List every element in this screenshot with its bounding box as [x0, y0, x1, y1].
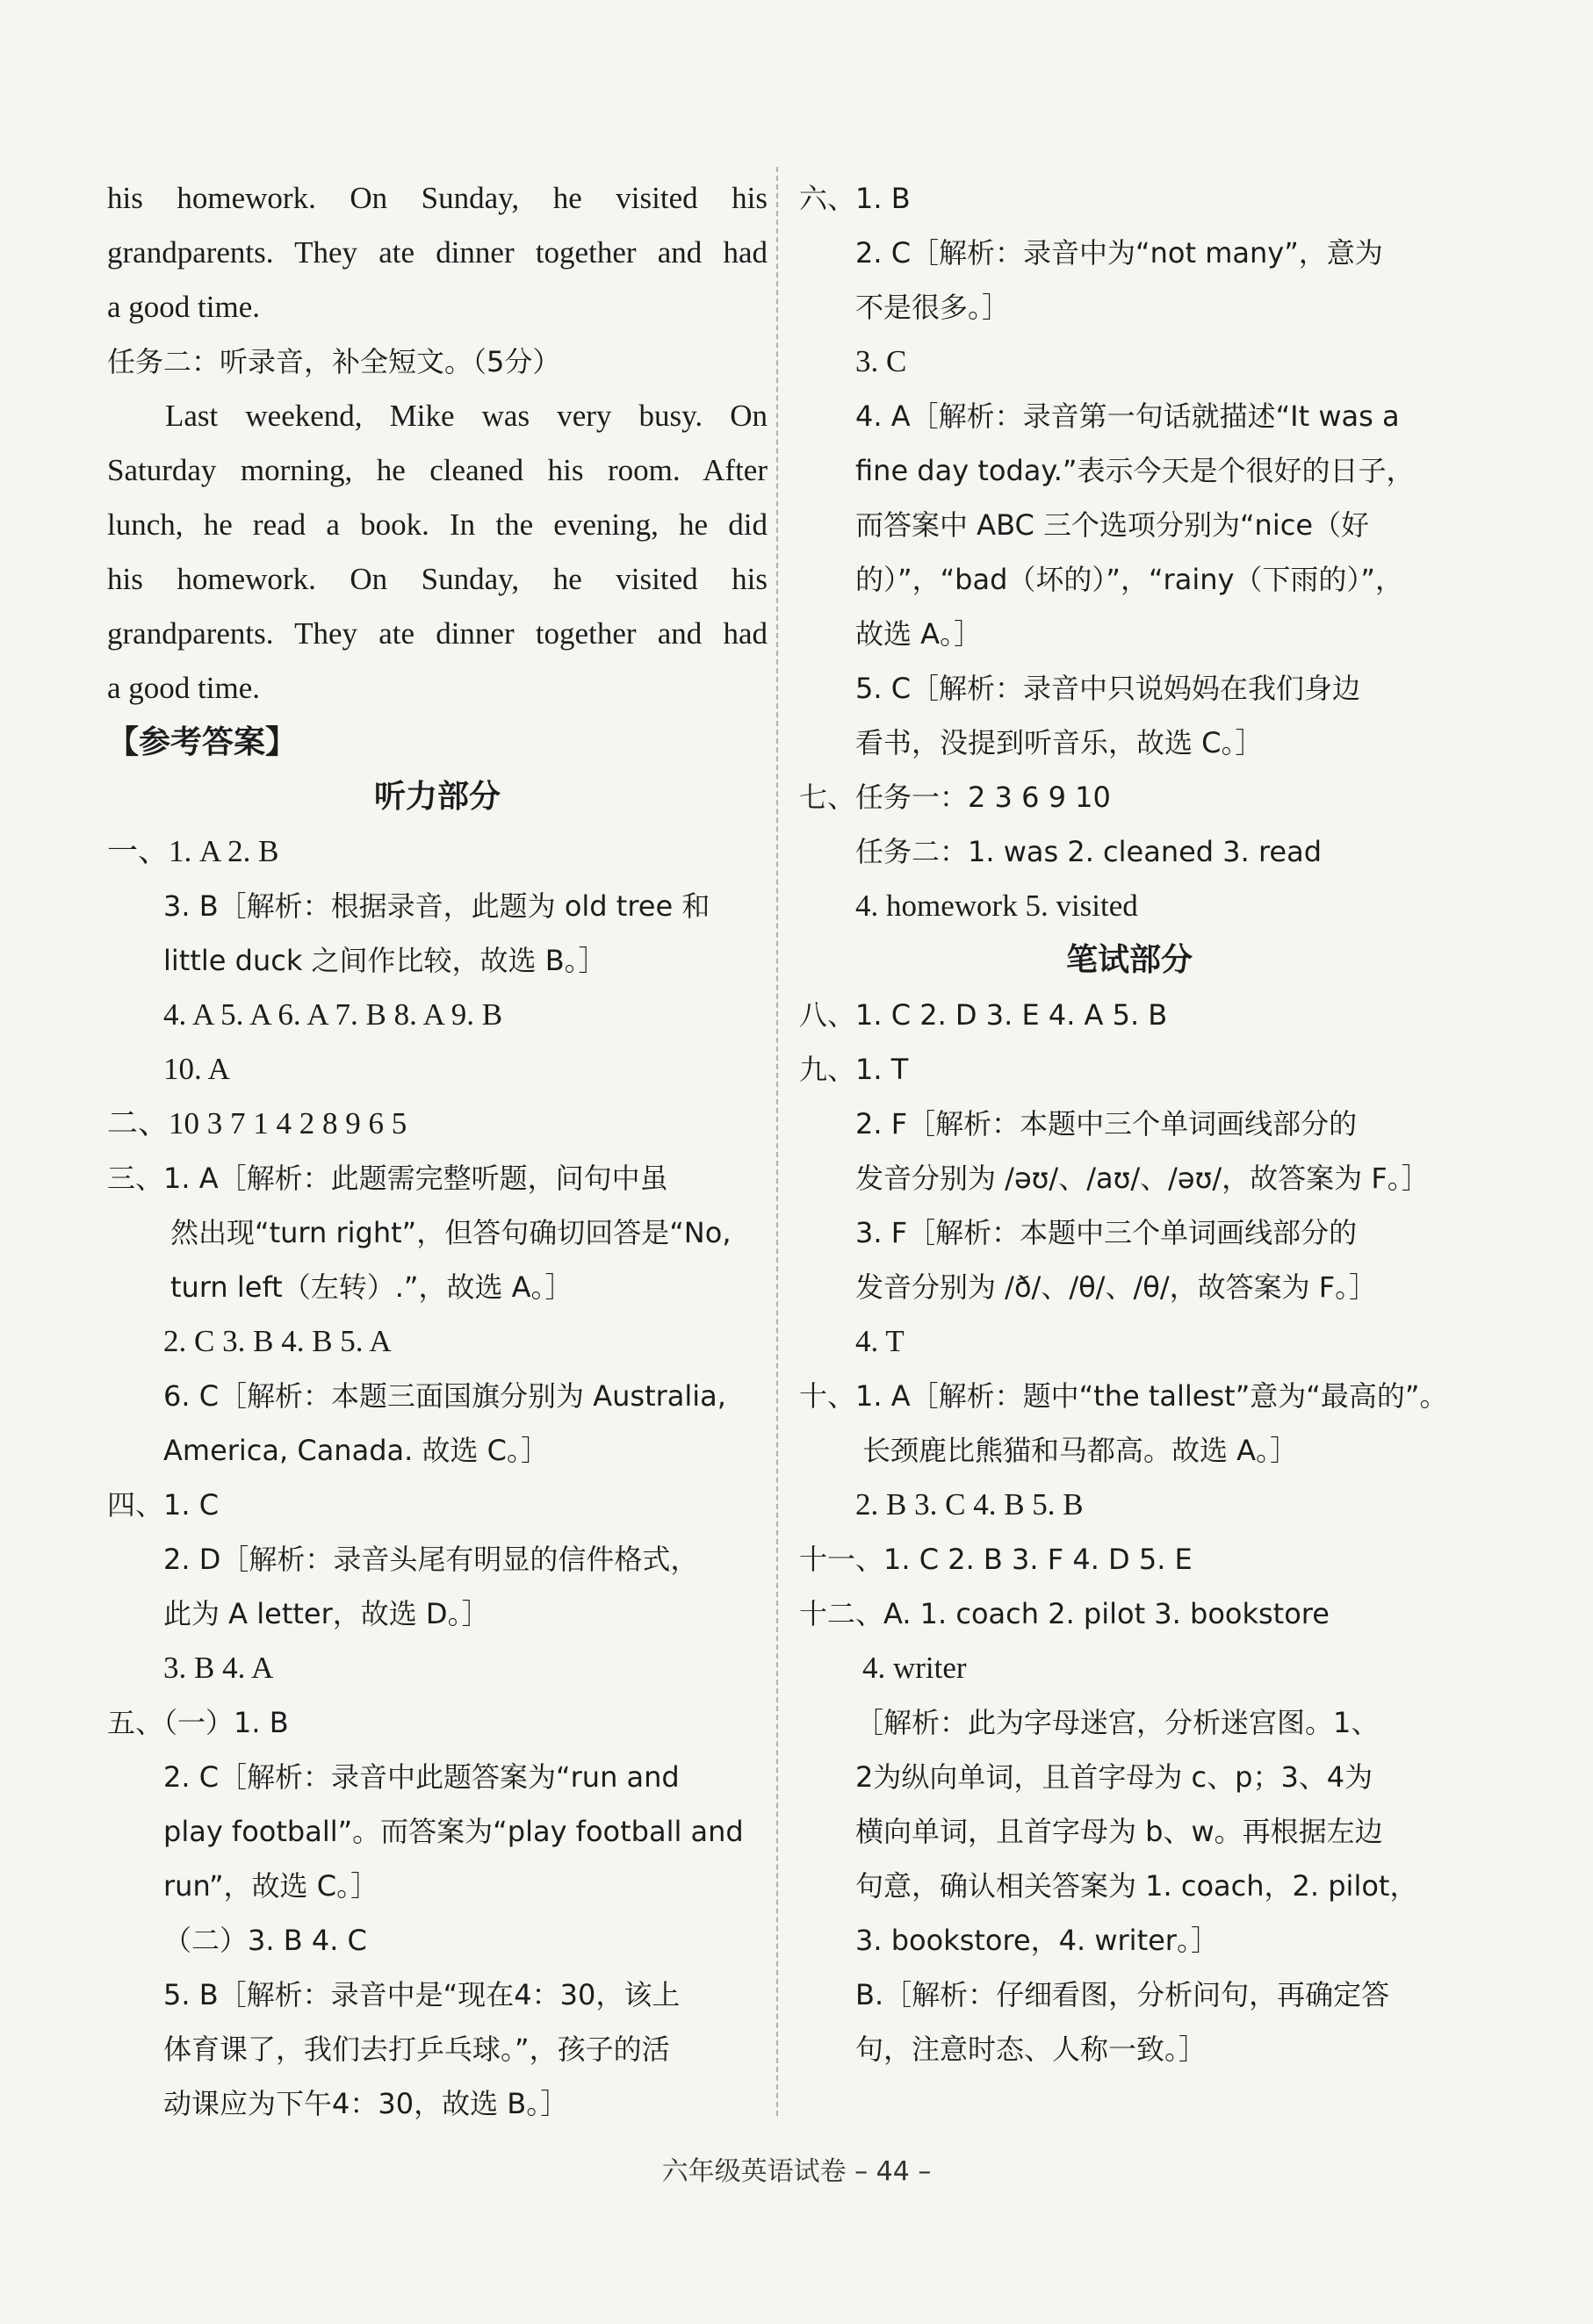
- answer-line: America, Canada. 故选 C。］: [163, 1434, 549, 1467]
- right-column: [799, 171, 1460, 2076]
- text-line: Saturday morning, he cleaned his room. After: [107, 453, 768, 487]
- text-line: lunch, he read a book. In the evening, he did: [107, 507, 768, 542]
- text-line: his homework. On Sunday, he visited his: [107, 181, 768, 215]
- answer-line: 2. C 3. B 4. B 5. A: [163, 1324, 392, 1358]
- answer-line: 发音分别为 /əʊ/、/aʊ/、/əʊ/，故答案为 F。］: [855, 1162, 1430, 1195]
- answer-line: （二）3. B 4. C: [163, 1924, 367, 1957]
- answer-line: turn left（左转）.”，故选 A。］: [170, 1270, 573, 1304]
- answer-line: 看书，没提到听音乐，故选 C。］: [855, 726, 1264, 759]
- answer-line: 七、任务一：2 3 6 9 10: [799, 781, 1111, 814]
- answer-line: 2. D［解析：录音头尾有明显的信件格式，: [163, 1543, 699, 1576]
- answer-line: fine day today.”表示今天是个很好的日子，: [855, 454, 1415, 487]
- answer-line: 六、1. B: [799, 182, 911, 215]
- answer-line: 不是很多。］: [855, 291, 1011, 324]
- answer-line: 任务二：1. was 2. cleaned 3. read: [855, 835, 1323, 868]
- answer-line: 3. B 4. A: [163, 1651, 274, 1685]
- answer-line: 的）”，“bad（坏的）”，“rainy（下雨的）”，: [855, 563, 1404, 596]
- answer-line: 动课应为下午4：30，故选 B。］: [163, 2087, 569, 2120]
- answer-line: 而答案中 ABC 三个选项分别为“nice（好: [855, 508, 1370, 542]
- answer-line: 十、1. A［解析：题中“the tallest”意为“最高的”。: [799, 1379, 1448, 1413]
- text-line: grandparents. They ate dinner together and had: [107, 235, 768, 270]
- answer-line: 4. homework 5. visited: [855, 889, 1138, 923]
- answer-line: 4. T: [855, 1324, 905, 1358]
- answer-line: 3. F［解析：本题中三个单词画线部分的: [855, 1216, 1358, 1249]
- reference-answers-heading: 【参考答案】: [107, 724, 298, 760]
- section-heading-written: 笔试部分: [1065, 942, 1193, 978]
- text-line: his homework. On Sunday, he visited his: [107, 562, 768, 596]
- answer-line: 横向单词，且首字母为 b、w。再根据左边: [855, 1815, 1383, 1848]
- text-line: a good time.: [107, 671, 260, 705]
- left-column: [107, 171, 768, 2131]
- answer-line: 长颈鹿比熊猫和马都高。故选 A。］: [862, 1434, 1299, 1467]
- task-heading: 任务二：听录音，补全短文。（5分）: [107, 345, 561, 378]
- answer-line: 句，注意时态、人称一致。］: [855, 2033, 1207, 2066]
- answer-line: 4. A 5. A 6. A 7. B 8. A 9. B: [163, 997, 503, 1032]
- text-line: Last weekend, Mike was very busy. On: [165, 399, 768, 433]
- answer-line: 发音分别为 /ð/、/θ/、/θ/，故答案为 F。］: [855, 1270, 1378, 1304]
- answer-line: little duck 之间作比较，故选 B。］: [163, 944, 607, 977]
- answer-line: 二、10 3 7 1 4 2 8 9 6 5: [107, 1106, 407, 1140]
- column-divider: [776, 167, 778, 2116]
- answer-line: 5. C［解析：录音中只说妈妈在我们身边: [855, 672, 1361, 705]
- answer-line: 十一、1. C 2. B 3. F 4. D 5. E: [799, 1543, 1193, 1576]
- text-line: grandparents. They ate dinner together and had: [107, 616, 768, 651]
- answer-line: 4. writer: [862, 1651, 967, 1685]
- answer-line: 体育课了，我们去打乒乓球。”，孩子的活: [163, 2033, 670, 2066]
- page-footer: [0, 2149, 1593, 2188]
- section-heading-listening: 听力部分: [373, 779, 501, 815]
- answer-line: 然出现“turn right”，但答句确切回答是“No,: [170, 1216, 732, 1249]
- answer-line: 6. C［解析：本题三面国旗分别为 Australia,: [163, 1379, 726, 1413]
- answer-line: 此为 A letter，故选 D。］: [163, 1597, 490, 1630]
- answer-line: 3. bookstore，4. writer。］: [855, 1924, 1219, 1957]
- answer-line: 2. C［解析：录音中此题答案为“run and: [163, 1760, 680, 1794]
- answer-line: 10. A: [163, 1052, 230, 1086]
- answer-line: 八、1. C 2. D 3. E 4. A 5. B: [799, 998, 1168, 1032]
- footer-label: 六年级英语试卷: [661, 2156, 847, 2187]
- answer-line: 九、1. T: [799, 1053, 909, 1086]
- answer-line: run”，故选 C。］: [163, 1869, 379, 1903]
- page-number: – 44 –: [854, 2156, 932, 2187]
- answer-line: 5. B［解析：录音中是“现在4：30，该上: [163, 1978, 681, 2011]
- answer-line: 十二、A. 1. coach 2. pilot 3. bookstore: [799, 1597, 1330, 1630]
- answer-line: play football”。而答案为“play football and: [163, 1815, 744, 1848]
- answer-line: ［解析：此为字母迷宫，分析迷宫图。1、: [855, 1706, 1380, 1739]
- answer-line: 五、（一）1. B: [107, 1706, 289, 1739]
- answer-line: 故选 A。］: [855, 617, 983, 651]
- answer-line: 2. C［解析：录音中为“not many”，意为: [855, 236, 1383, 270]
- answer-line: 2. B 3. C 4. B 5. B: [855, 1487, 1084, 1522]
- answer-line: 四、1. C: [107, 1488, 220, 1522]
- answer-line: B.［解析：仔细看图，分析问句，再确定答: [855, 1978, 1390, 2011]
- answer-line: 2. F［解析：本题中三个单词画线部分的: [855, 1107, 1358, 1140]
- answer-line: 三、1. A［解析：此题需完整听题，问句中虽: [107, 1162, 668, 1195]
- answer-line: 句意，确认相关答案为 1. coach，2. pilot，: [855, 1869, 1418, 1903]
- text-line: a good time.: [107, 290, 260, 324]
- answer-line: 4. A［解析：录音第一句话就描述“It was a: [855, 399, 1400, 433]
- answer-line: 3. C: [855, 344, 907, 378]
- answer-line: 3. B［解析：根据录音，此题为 old tree 和: [163, 889, 710, 923]
- answer-line: 一、1. A 2. B: [107, 834, 279, 868]
- answer-line: 2为纵向单词，且首字母为 c、p；3、4为: [855, 1760, 1373, 1794]
